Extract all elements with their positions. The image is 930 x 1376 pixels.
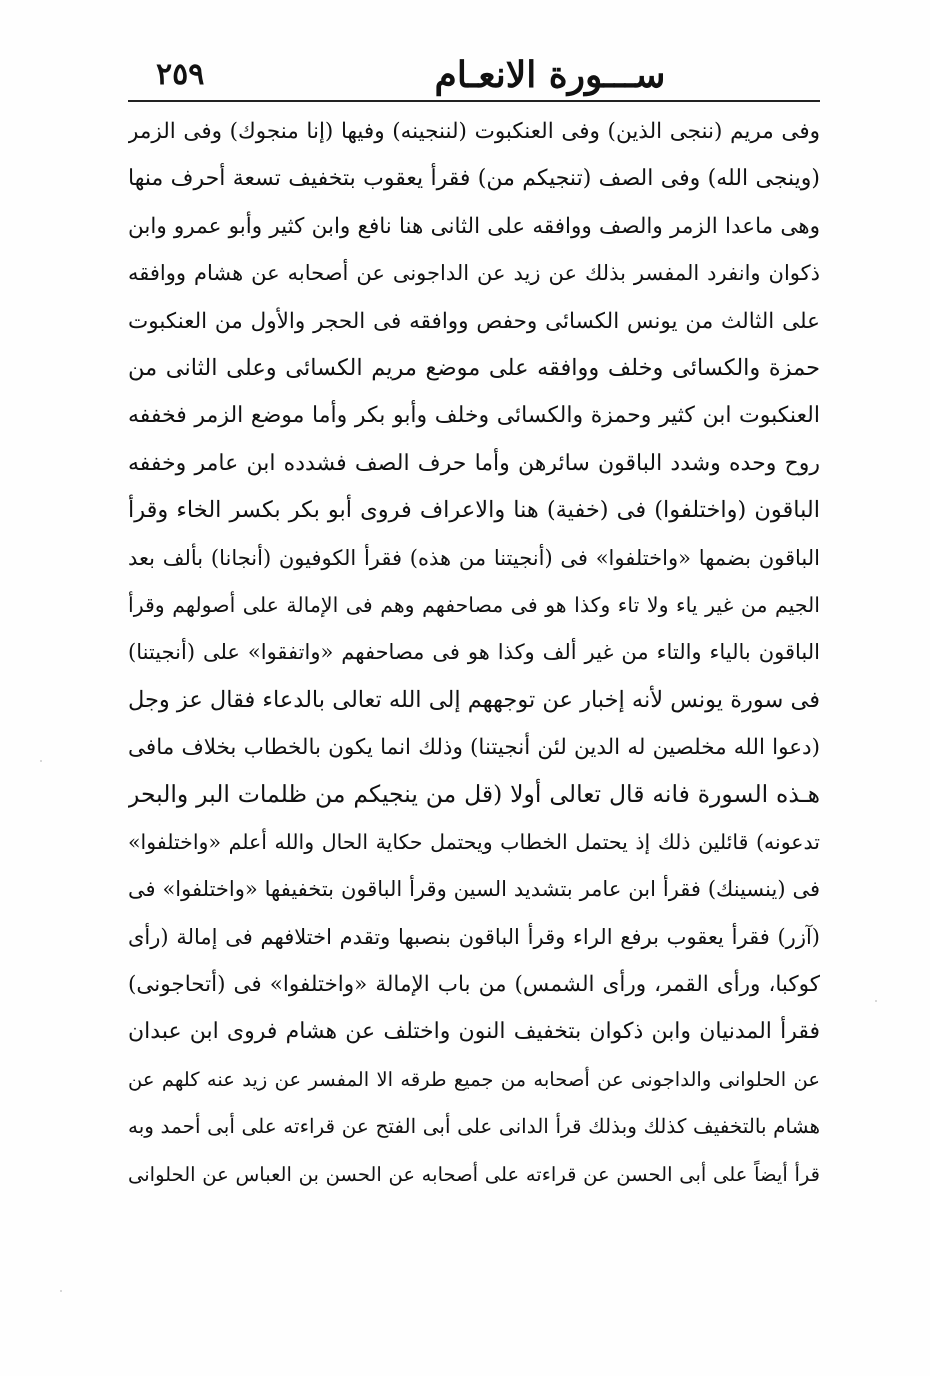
text-line-1: وفى مريم (ننجى الذين) وفى العنكبوت (لننجينه) وفيها (إنا منجوك) وفى الزمر [128, 119, 820, 144]
surah-title: ســـورة الانعـام [434, 54, 666, 96]
text-line-13: فى سورة يونس لأنه إخبار عن توجههم إلى الله تعالى بالدعاء فقال عز وجل [128, 686, 820, 713]
text-line-18: (آزر) فقرأ يعقوب برفع الراء وقرأ الباقون بنصبها وتقدم اختلافهم فى إمالة (رأى [128, 924, 820, 949]
text-line-17: فى (ينسينك) فقرأ ابن عامر بتشديد السين وقرأ الباقون بتخفيفها «واختلفوا» فى [128, 877, 820, 902]
text-line-19: كوكبا، ورأى القمر، ورأى الشمس) من باب الإمالة «واختلفوا» فى (أتحاجونى) [128, 972, 820, 998]
text-line-7: العنكبوت ابن كثير وحمزة والكسائى وخلف وأبو بكر وأما موضع الزمر فخففه [128, 403, 820, 429]
text-line-3: وهى ماعدا الزمر والصف ووافقه على الثانى هنا نافع وابن كثير وأبو عمرو وابن [128, 213, 820, 239]
text-line-2: (وينجى الله) وفى الصف (تنجيكم من) فقرأ يعقوب بتخفيف تسعة أحرف منها [128, 166, 820, 192]
text-line-20: فقرأ المدنيان وابن ذكوان بتخفيف النون واختلف عن هشام فروى ابن عبدان [128, 1019, 820, 1045]
text-line-23: قرأ أيضاً على أبى الحسن عن قراءته على أصحابه عن الحسن بن العباس عن الحلوانى [128, 1162, 820, 1186]
text-line-9: الباقون (واختلفوا) فى (خفية) هنا والاعراف فروى أبو بكر بكسر الخاء وقرأ [128, 497, 820, 524]
text-line-22: هشام بالتخفيف كذلك وبذلك قرأ الدانى على أبى الفتح عن قراءته على أبى أحمد وبه [128, 1114, 820, 1139]
scan-speck [40, 760, 42, 762]
header-divider [128, 100, 820, 102]
text-line-14: (دعوا الله مخلصين له الدين لئن أنجيتنا) وذلك انما يكون بالخطاب بخلاف مافى [128, 735, 820, 761]
text-line-4: ذكوان وانفرد المفسر بذلك عن زيد عن الداجونى عن أصحابه عن هشام ووافقه [128, 261, 820, 286]
text-line-6: حمزة والكسائى وخلف ووافقه على موضع مريم الكسائى وعلى الثانى من [128, 354, 820, 381]
scan-speck [875, 1000, 877, 1002]
text-line-15: هـذه السورة فانه قال تعالى أولا (قل من ينجيكم من ظلمات البر والبحر [128, 780, 820, 809]
text-line-8: روح وحده وشدد الباقون سائرهن وأما حرف الصف فشدده ابن عامر وخففه [128, 450, 820, 476]
text-line-12: الباقون بالياء والتاء من غير ألف وكذا هو فى مصاحفهم «واتفقوا» على (أنجيتنا) [128, 640, 820, 665]
text-line-5: على الثالث من يونس الكسائى وحفص ووافقه فى الحجر والأول من العنكبوت [128, 308, 820, 334]
body-text [128, 108, 820, 1198]
scan-speck [60, 1290, 62, 1292]
text-line-16: تدعونه) قائلين ذلك إذ يحتمل الخطاب ويحتمل حكاية الحال والله أعلم «واختلفوا» [128, 829, 820, 854]
text-line-11: الجيم من غير ياء ولا تاء وكذا هو فى مصاحفهم وهم فى الإمالة على أصولهم وقرأ [128, 592, 820, 617]
text-line-10: الباقون بضمها «واختلفوا» فى (أنجيتنا من هذه) فقرأ الكوفيون (أنجانا) بألف بعد [128, 545, 820, 570]
page-number: ٢٥٩ [156, 57, 205, 92]
text-line-21: عن الحلوانى والداجونى عن أصحابه من جميع طرقه الا المفسر عن زيد عنه كلهم عن [128, 1067, 820, 1091]
running-header [128, 52, 820, 102]
